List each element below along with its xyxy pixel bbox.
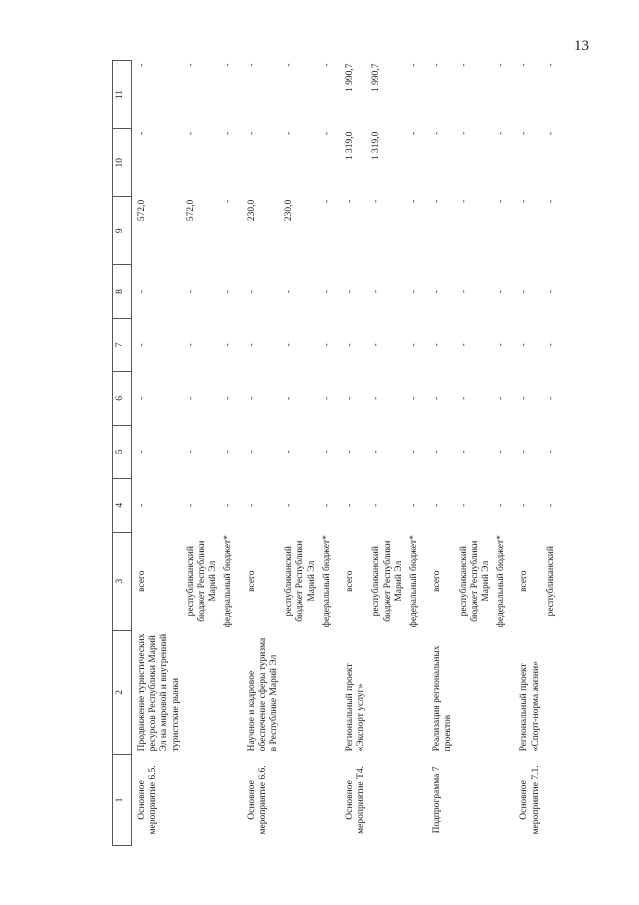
value-cell-11: 1 990,7 (371, 63, 382, 92)
description-cell (407, 630, 422, 754)
column-header-11: 11 (113, 61, 132, 129)
value-cell-4: - (371, 503, 382, 507)
value-cell-8: - (519, 289, 530, 294)
funding-source-cell: всего (432, 570, 443, 592)
value-cell-10: - (284, 131, 295, 135)
value-cell-8: - (458, 289, 469, 294)
event-name-cell: Основное мероприятие 6.5. (137, 765, 159, 835)
table-row (457, 61, 495, 846)
value-cell-7: - (545, 343, 556, 347)
value-cell-11: - (185, 63, 196, 67)
value-cell-6: - (246, 396, 257, 400)
funding-source-cell: республиканский бюджет Республики Марий Эл (371, 540, 404, 622)
value-cell-6: - (409, 396, 420, 400)
column-header-10: 10 (113, 129, 132, 197)
value-cell-6: - (284, 396, 295, 400)
value-cell-10: 1 319,0 (371, 131, 382, 161)
value-cell-9: - (409, 199, 420, 203)
value-cell-9: - (223, 199, 234, 203)
funding-source-cell: республиканский (545, 546, 556, 617)
event-name-cell: Основное мероприятие Т4. (345, 766, 367, 834)
table-row (544, 61, 559, 846)
value-cell-5: - (519, 450, 530, 454)
value-cell-8: - (545, 289, 556, 294)
value-cell-4: - (519, 503, 530, 507)
value-cell-7: - (458, 343, 469, 347)
value-cell-9: 230,0 (246, 199, 257, 222)
table-row (320, 61, 335, 846)
value-cell-5: - (371, 450, 382, 454)
value-cell-9: - (345, 199, 356, 203)
value-cell-11: - (458, 63, 469, 67)
value-cell-6: - (345, 396, 356, 400)
column-header-6: 6 (113, 372, 132, 425)
event-name-cell (282, 754, 320, 845)
value-cell-5: - (409, 450, 420, 454)
value-cell-9: - (545, 199, 556, 203)
value-cell-7: - (371, 343, 382, 347)
table-body (132, 61, 560, 846)
value-cell-4: - (345, 503, 356, 507)
table-row (237, 61, 283, 846)
value-cell-7: - (321, 343, 332, 347)
value-cell-6: - (496, 396, 507, 400)
table-row (422, 61, 456, 846)
value-cell-8: - (137, 289, 147, 294)
funding-source-cell: всего (246, 570, 257, 592)
value-cell-7: - (345, 343, 356, 347)
budget-table (112, 60, 559, 846)
value-cell-11: - (246, 63, 257, 67)
value-cell-7: - (246, 343, 257, 347)
description-cell: Региональный проект «Экспорт услуг» (345, 663, 367, 752)
event-name-cell (407, 754, 422, 845)
description-cell (544, 630, 559, 754)
description-cell (282, 630, 320, 754)
table-row (282, 61, 320, 846)
value-cell-5: - (321, 450, 332, 454)
funding-source-cell: федеральный бюджет* (321, 535, 332, 628)
table-row (184, 61, 222, 846)
value-cell-8: - (409, 289, 420, 294)
event-name-cell (457, 754, 495, 845)
value-cell-11: 1 990,7 (345, 63, 356, 92)
value-cell-11: - (284, 63, 295, 67)
value-cell-9: 572,0 (137, 199, 147, 222)
value-cell-7: - (284, 343, 295, 347)
value-cell-8: - (246, 289, 257, 294)
value-cell-4: - (458, 503, 469, 507)
value-cell-6: - (432, 396, 443, 400)
value-cell-10: - (137, 131, 147, 135)
table-row (221, 61, 236, 846)
table-row (407, 61, 422, 846)
description-cell (457, 630, 495, 754)
table-row (132, 61, 184, 846)
funding-source-cell: федеральный бюджет* (409, 535, 420, 628)
description-cell: Научное и кадровое обеспечение сферы туризма в Республике Марий Эл (246, 637, 280, 752)
value-cell-9: - (496, 199, 507, 203)
value-cell-5: - (223, 450, 234, 454)
event-name-cell (494, 754, 509, 845)
event-name-cell: Подпрограмма 7 (432, 766, 443, 834)
value-cell-4: - (246, 503, 257, 507)
value-cell-4: - (284, 503, 295, 507)
column-header-9: 9 (113, 197, 132, 265)
description-cell (221, 630, 236, 754)
value-cell-7: - (223, 343, 234, 347)
column-header-5: 5 (113, 425, 132, 478)
value-cell-6: - (371, 396, 382, 400)
value-cell-4: - (545, 503, 556, 507)
value-cell-11: - (137, 63, 147, 67)
value-cell-5: - (185, 450, 196, 454)
value-cell-10: - (185, 131, 196, 135)
value-cell-10: - (545, 131, 556, 135)
funding-source-cell: всего (345, 570, 356, 592)
value-cell-7: - (496, 343, 507, 347)
value-cell-5: - (496, 450, 507, 454)
column-header-2: 2 (113, 630, 132, 754)
value-cell-10: - (223, 131, 234, 135)
value-cell-4: - (223, 503, 234, 507)
page-number: 13 (574, 38, 589, 54)
value-cell-10: 1 319,0 (345, 131, 356, 161)
value-cell-8: - (223, 289, 234, 294)
column-header-7: 7 (113, 318, 132, 371)
value-cell-7: - (432, 343, 443, 347)
value-cell-8: - (371, 289, 382, 294)
value-cell-10: - (519, 131, 530, 135)
value-cell-8: - (185, 289, 196, 294)
event-name-cell (369, 754, 407, 845)
value-cell-5: - (432, 450, 443, 454)
value-cell-5: - (545, 450, 556, 454)
table-row (509, 61, 543, 846)
table-row (369, 61, 407, 846)
value-cell-4: - (432, 503, 443, 507)
value-cell-9: 230,0 (284, 199, 295, 222)
value-cell-6: - (185, 396, 196, 400)
value-cell-11: - (321, 63, 332, 67)
description-cell (320, 630, 335, 754)
value-cell-11: - (496, 63, 507, 67)
value-cell-4: - (409, 503, 420, 507)
description-cell (369, 630, 407, 754)
funding-source-cell: федеральный бюджет* (496, 535, 507, 628)
value-cell-5: - (458, 450, 469, 454)
value-cell-5: - (284, 450, 295, 454)
value-cell-9: - (432, 199, 443, 203)
description-cell: Региональный проект «Спорт-норма жизни» (519, 661, 541, 752)
value-cell-8: - (345, 289, 356, 294)
event-name-cell (320, 754, 335, 845)
value-cell-11: - (519, 63, 530, 67)
value-cell-9: 572,0 (185, 199, 196, 222)
value-cell-6: - (545, 396, 556, 400)
value-cell-10: - (246, 131, 257, 135)
value-cell-8: - (284, 289, 295, 294)
value-cell-7: - (409, 343, 420, 347)
value-cell-5: - (246, 450, 257, 454)
value-cell-6: - (458, 396, 469, 400)
description-cell (184, 630, 222, 754)
value-cell-7: - (519, 343, 530, 347)
funding-source-cell: федеральный бюджет* (223, 535, 234, 628)
value-cell-9: - (371, 199, 382, 203)
value-cell-4: - (137, 503, 147, 507)
value-cell-9: - (321, 199, 332, 203)
value-cell-4: - (321, 503, 332, 507)
value-cell-6: - (321, 396, 332, 400)
value-cell-6: - (137, 396, 147, 400)
event-name-cell: Основное мероприятие 7.1. (519, 765, 541, 835)
value-cell-6: - (223, 396, 234, 400)
value-cell-4: - (185, 503, 196, 507)
value-cell-5: - (345, 450, 356, 454)
value-cell-11: - (409, 63, 420, 67)
value-cell-11: - (432, 63, 443, 67)
value-cell-6: - (519, 396, 530, 400)
event-name-cell (184, 754, 222, 845)
event-name-cell (221, 754, 236, 845)
value-cell-8: - (432, 289, 443, 294)
table-row (494, 61, 509, 846)
description-cell (494, 630, 509, 754)
column-header-4: 4 (113, 479, 132, 532)
funding-source-cell: всего (137, 570, 147, 592)
value-cell-10: - (458, 131, 469, 135)
table-row (335, 61, 369, 846)
rotated-table-container (112, 60, 556, 846)
column-header-1: 1 (113, 754, 132, 845)
value-cell-7: - (185, 343, 196, 347)
value-cell-10: - (409, 131, 420, 135)
value-cell-11: - (545, 63, 556, 67)
value-cell-11: - (223, 63, 234, 67)
value-cell-9: - (458, 199, 469, 203)
table-header (113, 61, 132, 846)
value-cell-10: - (321, 131, 332, 135)
value-cell-5: - (137, 450, 147, 454)
value-cell-4: - (496, 503, 507, 507)
value-cell-10: - (496, 131, 507, 135)
funding-source-cell: республиканский бюджет Республики Марий Эл (284, 540, 317, 622)
funding-source-cell: республиканский бюджет Республики Марий Эл (185, 540, 219, 622)
value-cell-8: - (496, 289, 507, 294)
event-name-cell: Основное мероприятие 6.6. (246, 765, 268, 835)
value-cell-8: - (321, 289, 332, 294)
description-cell: Реализация региональных проектов (432, 645, 454, 752)
description-cell: Продвижение туристических ресурсов Республики Марий Эл на мировой и внутренний туристские рынки (137, 633, 181, 752)
column-header-8: 8 (113, 265, 132, 318)
column-header-3: 3 (113, 532, 132, 630)
value-cell-10: - (432, 131, 443, 135)
value-cell-9: - (519, 199, 530, 203)
funding-source-cell: республиканский бюджет Республики Марий Эл (458, 540, 492, 622)
value-cell-7: - (137, 343, 147, 347)
event-name-cell (544, 754, 559, 845)
funding-source-cell: всего (519, 570, 530, 592)
